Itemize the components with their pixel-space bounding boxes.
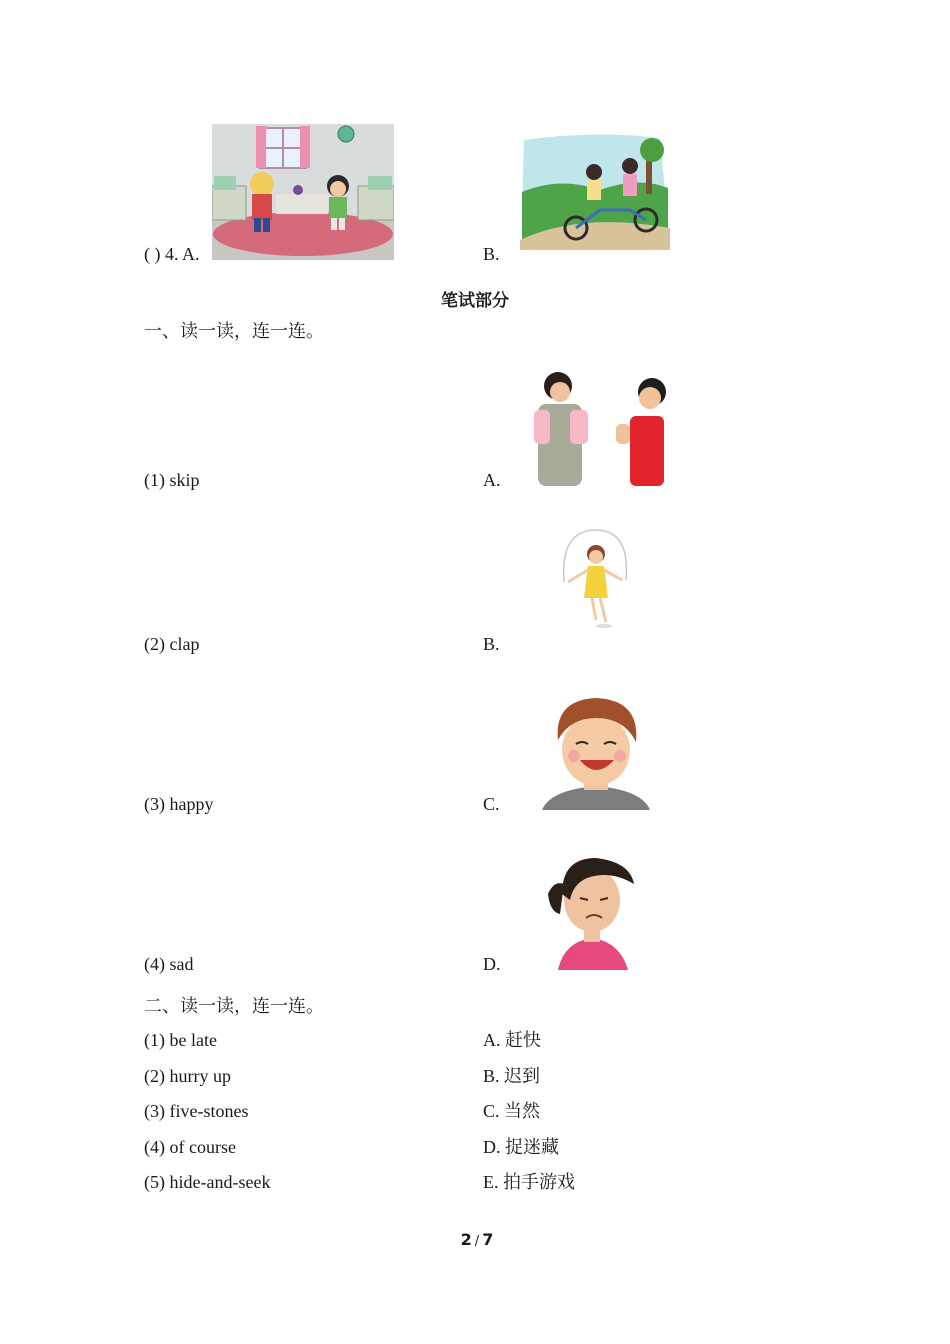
clapping-children-image <box>526 368 674 486</box>
part2-right-1: A. 赶快 <box>483 1030 541 1050</box>
part1-right-1: A. <box>483 470 501 490</box>
happy-boy-image <box>540 694 652 810</box>
page-total: 7 <box>482 1230 494 1249</box>
part2-left-3: (3) five-stones <box>144 1101 249 1121</box>
page-number <box>0 1230 950 1249</box>
tandem-bike-image <box>520 132 670 250</box>
part2-right-3: C. 当然 <box>483 1101 541 1121</box>
part2-left-2: (2) hurry up <box>144 1066 231 1086</box>
part1-heading: 一、读一读，连一连。 <box>144 321 324 341</box>
part1-left-3: (3) happy <box>144 794 214 814</box>
room-children-image <box>212 124 394 260</box>
part2-right-2: B. 迟到 <box>483 1066 541 1086</box>
part2-left-4: (4) of course <box>144 1137 236 1157</box>
question-4-label: ( ) 4. A. <box>144 244 200 264</box>
skipping-girl-image <box>556 526 632 632</box>
part1-right-4: D. <box>483 954 501 974</box>
page-separator: / <box>474 1234 480 1249</box>
part1-right-2: B. <box>483 634 500 654</box>
part2-right-4: D. 捉迷藏 <box>483 1137 559 1157</box>
part2-left-1: (1) be late <box>144 1030 217 1050</box>
part2-left-5: (5) hide-and-seek <box>144 1172 271 1192</box>
option-b-label: B. <box>483 244 500 264</box>
page-current: 2 <box>460 1230 472 1249</box>
sad-girl-image <box>544 854 638 970</box>
part1-left-2: (2) clap <box>144 634 200 654</box>
part2-right-5: E. 拍手游戏 <box>483 1172 575 1192</box>
part1-left-1: (1) skip <box>144 470 200 490</box>
part2-heading: 二、读一读，连一连。 <box>144 996 324 1016</box>
section-title: 笔试部分 <box>441 291 509 311</box>
part1-right-3: C. <box>483 794 500 814</box>
part1-left-4: (4) sad <box>144 954 194 974</box>
